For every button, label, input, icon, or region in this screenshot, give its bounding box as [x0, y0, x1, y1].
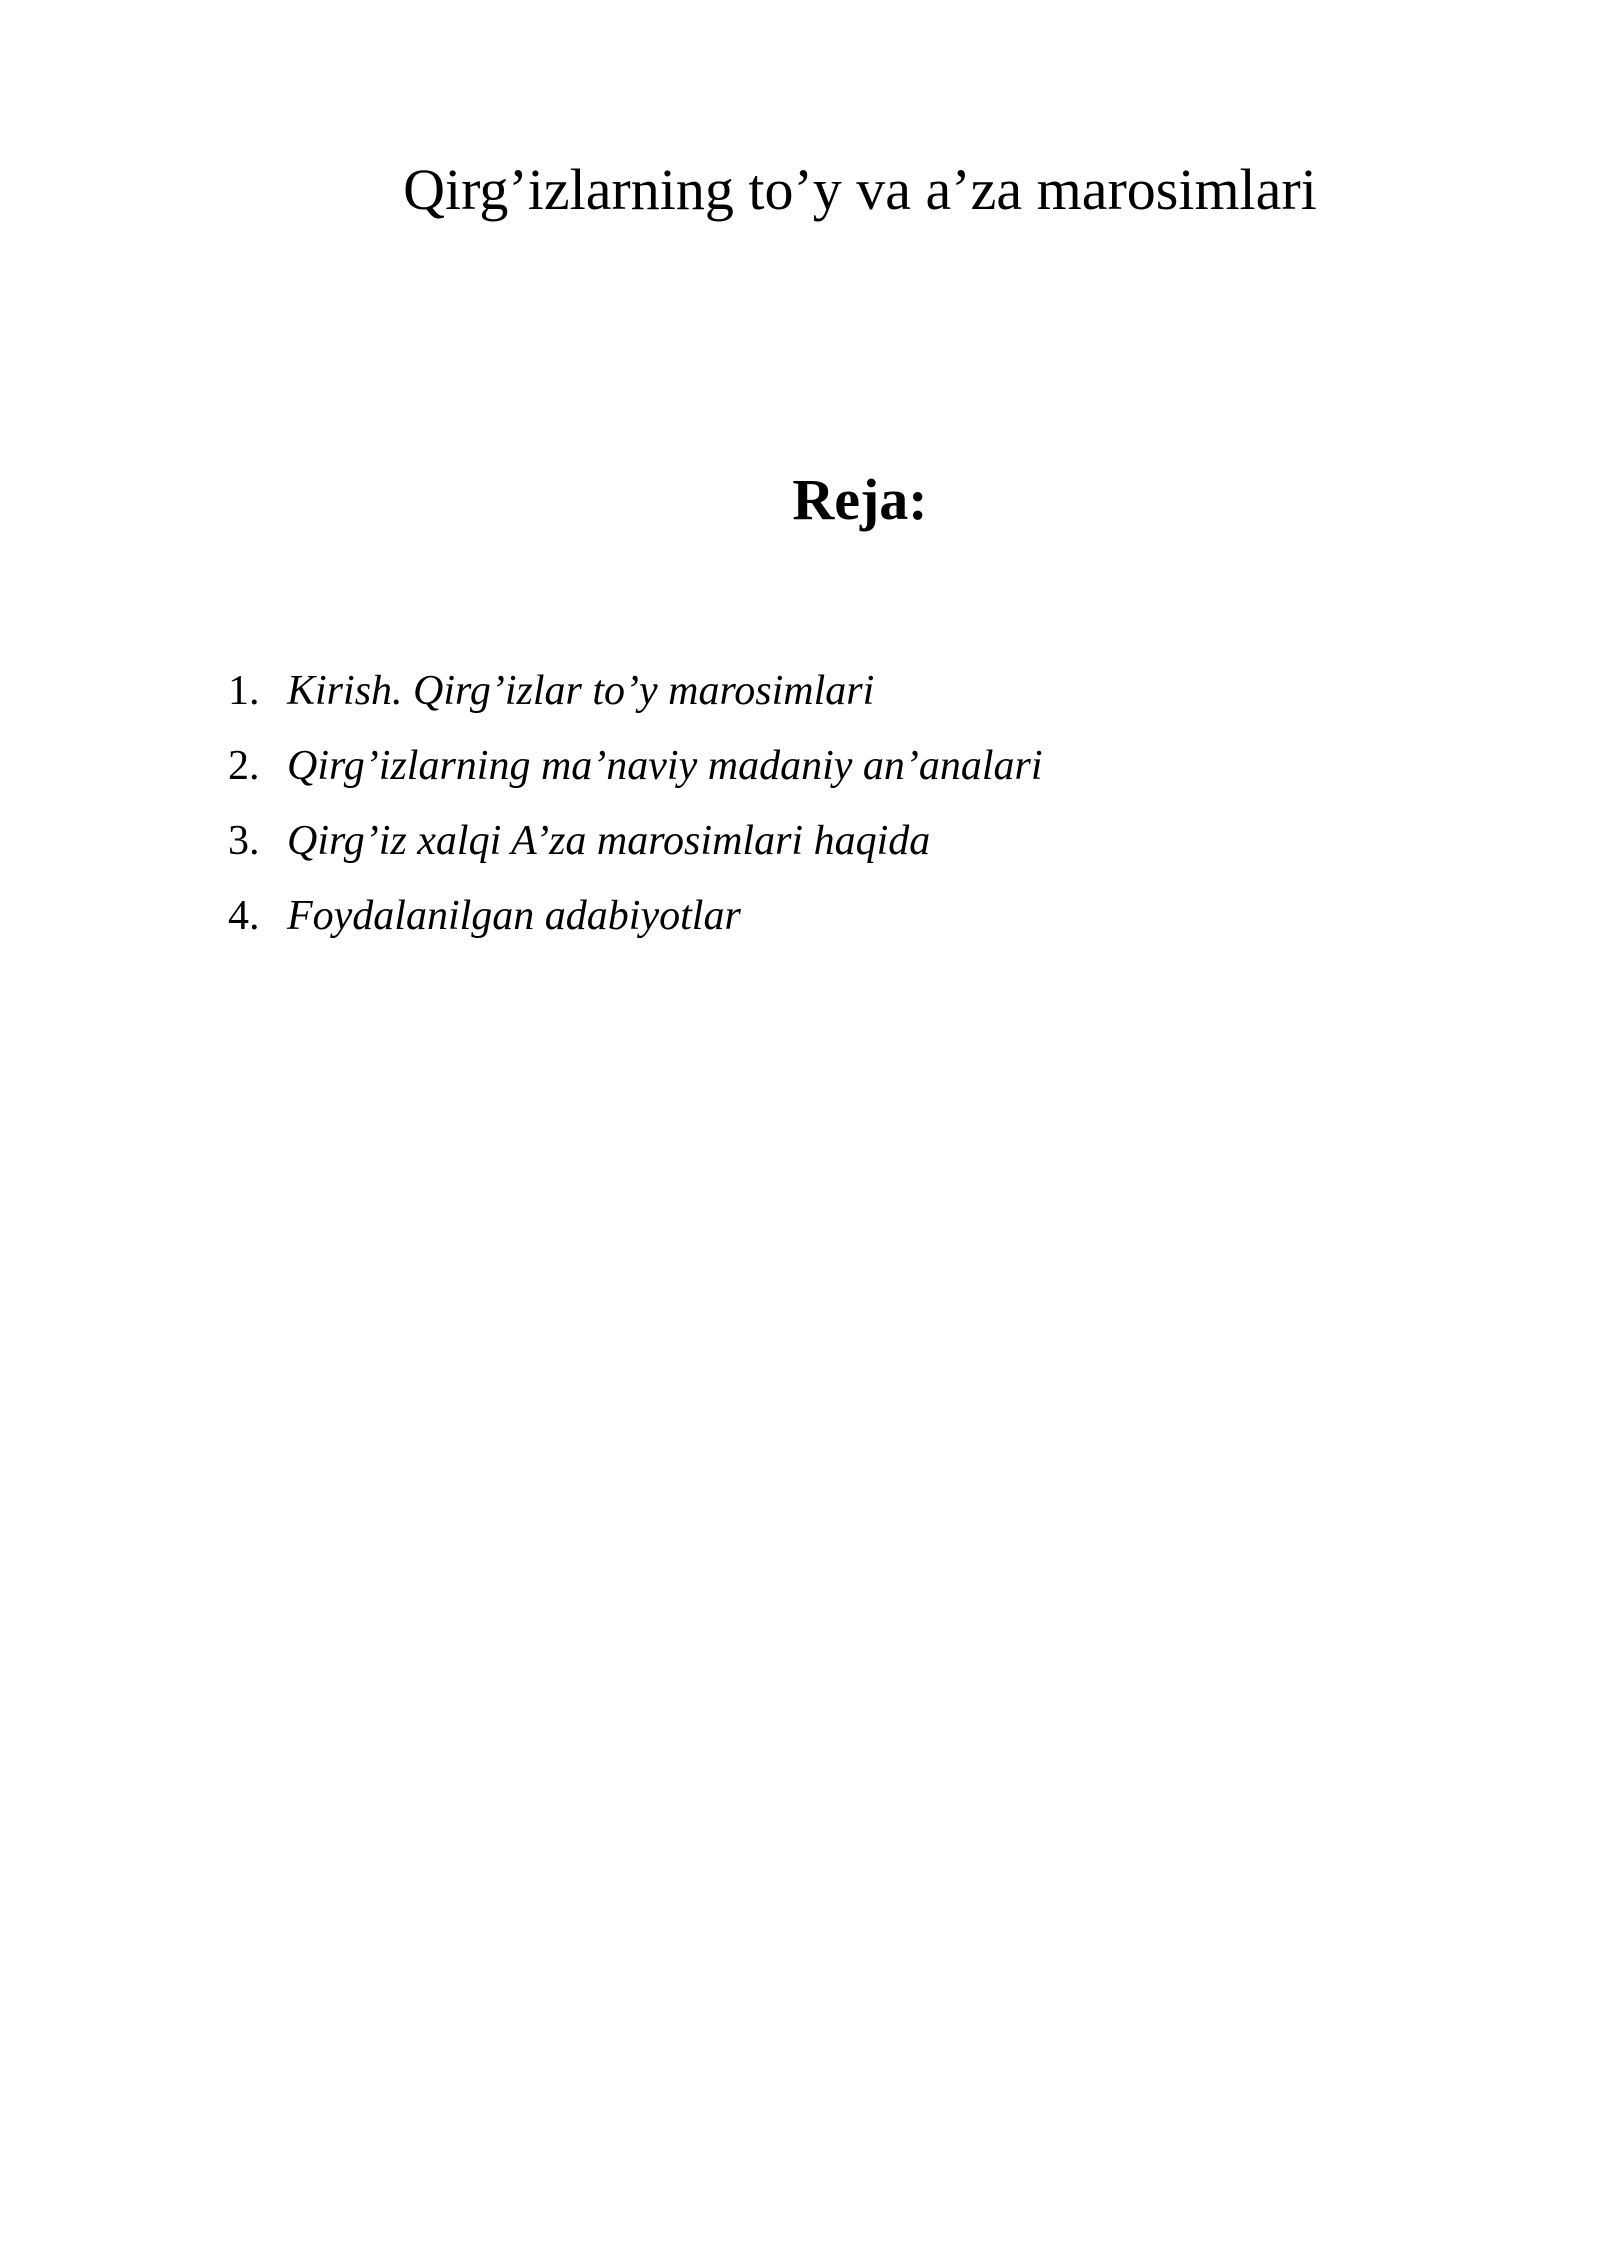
document-title: Qirg’izlarning to’y va a’za marosimlari — [403, 157, 1317, 222]
plan-item-3 — [228, 804, 1043, 879]
plan-item-text: Foydalanilgan adabiyotlar — [287, 893, 741, 939]
plan-item-4 — [228, 879, 1043, 954]
plan-item-number: 4. — [228, 893, 260, 939]
plan-item-number: 3. — [228, 818, 260, 864]
plan-list — [228, 654, 1043, 954]
plan-heading: Reja: — [792, 467, 928, 532]
plan-item-text: Qirg’iz xalqi A’za marosimlari haqida — [287, 818, 931, 864]
plan-item-1 — [228, 654, 1043, 729]
plan-item-text: Kirish. Qirg’izlar to’y marosimlari — [287, 668, 875, 714]
plan-item-text: Qirg’izlarning ma’naviy madaniy an’analari — [287, 743, 1043, 789]
plan-item-2 — [228, 729, 1043, 804]
plan-item-number: 1. — [228, 668, 260, 714]
plan-item-number: 2. — [228, 743, 260, 789]
